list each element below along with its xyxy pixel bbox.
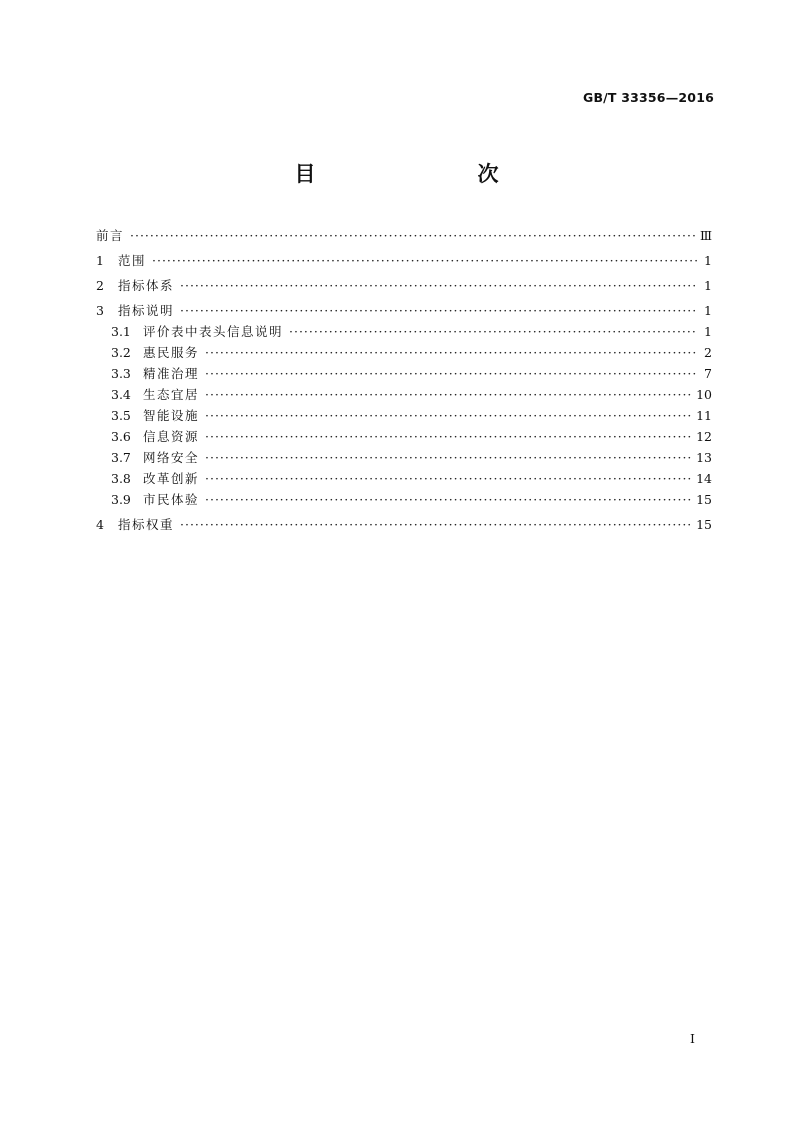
toc-leader-dots (152, 250, 698, 271)
toc-entry-3-3[interactable] (96, 363, 712, 384)
page-title: 目 次 (294, 162, 539, 186)
toc-entry-3-9[interactable] (96, 489, 712, 510)
toc-leader-dots (205, 426, 692, 447)
toc-entry-label: 改革创新 (143, 471, 200, 486)
toc-entry-number: 3.4 (111, 387, 131, 402)
toc-entry-page: 1 (704, 303, 712, 318)
toc-leader-dots (205, 468, 692, 489)
toc-leader-dots (180, 300, 698, 321)
toc-entry-3[interactable] (96, 300, 712, 321)
toc-entry-foreword[interactable] (96, 225, 712, 246)
toc-entry-number: 1 (96, 253, 104, 268)
toc-leader-dots (180, 514, 692, 535)
toc-entry-number: 3.3 (111, 366, 131, 381)
toc-entry-label: 市民体验 (143, 492, 200, 507)
toc-entry-3-6[interactable] (96, 426, 712, 447)
toc-entry-1[interactable] (96, 250, 712, 271)
toc-leader-dots (289, 321, 698, 342)
toc-entry-number: 3.1 (111, 324, 131, 339)
table-of-contents (96, 225, 712, 535)
toc-entry-page: 1 (704, 324, 712, 339)
toc-entry-number: 3.8 (111, 471, 131, 486)
toc-entry-page: 13 (696, 450, 712, 465)
toc-entry-number: 3.9 (111, 492, 131, 507)
toc-entry-label: 惠民服务 (143, 345, 200, 360)
toc-entry-page: 7 (704, 366, 712, 381)
toc-leader-dots (205, 447, 692, 468)
toc-leader-dots (180, 275, 698, 296)
toc-entry-page: 12 (696, 429, 712, 444)
toc-entry-label: 网络安全 (143, 450, 200, 465)
toc-entry-label: 指标权重 (118, 517, 175, 532)
toc-leader-dots (205, 405, 692, 426)
toc-entry-2[interactable] (96, 275, 712, 296)
page-number: I (690, 1031, 695, 1046)
toc-entry-number: 3.7 (111, 450, 131, 465)
toc-entry-number: 2 (96, 278, 104, 293)
toc-entry-label: 信息资源 (143, 429, 200, 444)
toc-entry-number: 3.5 (111, 408, 131, 423)
toc-entry-page: Ⅲ (699, 228, 712, 243)
toc-entry-number: 3.2 (111, 345, 131, 360)
toc-entry-label: 评价表中表头信息说明 (143, 324, 284, 339)
toc-entry-number: 3.6 (111, 429, 131, 444)
toc-entry-label: 前言 (96, 228, 125, 243)
toc-entry-label: 指标体系 (118, 278, 175, 293)
toc-leader-dots (205, 489, 692, 510)
toc-entry-4[interactable] (96, 514, 712, 535)
toc-entry-3-5[interactable] (96, 405, 712, 426)
toc-leader-dots (205, 384, 692, 405)
toc-leader-dots (130, 225, 696, 246)
toc-entry-3-2[interactable] (96, 342, 712, 363)
toc-leader-dots (205, 363, 698, 384)
toc-leader-dots (205, 342, 698, 363)
toc-entry-label: 生态宜居 (143, 387, 200, 402)
toc-entry-page: 15 (696, 492, 712, 507)
toc-entry-3-1[interactable] (96, 321, 712, 342)
toc-entry-page: 10 (696, 387, 712, 402)
toc-entry-page: 14 (696, 471, 712, 486)
toc-entry-label: 范围 (118, 253, 147, 268)
toc-entry-page: 1 (704, 253, 712, 268)
toc-entry-label: 智能设施 (143, 408, 200, 423)
toc-entry-page: 2 (704, 345, 712, 360)
toc-entry-label: 指标说明 (118, 303, 175, 318)
toc-entry-3-4[interactable] (96, 384, 712, 405)
toc-entry-page: 11 (696, 408, 712, 423)
standard-code: GB/T 33356—2016 (582, 90, 714, 105)
toc-entry-page: 1 (704, 278, 712, 293)
toc-entry-label: 精准治理 (143, 366, 200, 381)
toc-entry-number: 3 (96, 303, 104, 318)
toc-entry-number: 4 (96, 517, 104, 532)
toc-entry-page: 15 (696, 517, 712, 532)
toc-entry-3-7[interactable] (96, 447, 712, 468)
toc-entry-3-8[interactable] (96, 468, 712, 489)
